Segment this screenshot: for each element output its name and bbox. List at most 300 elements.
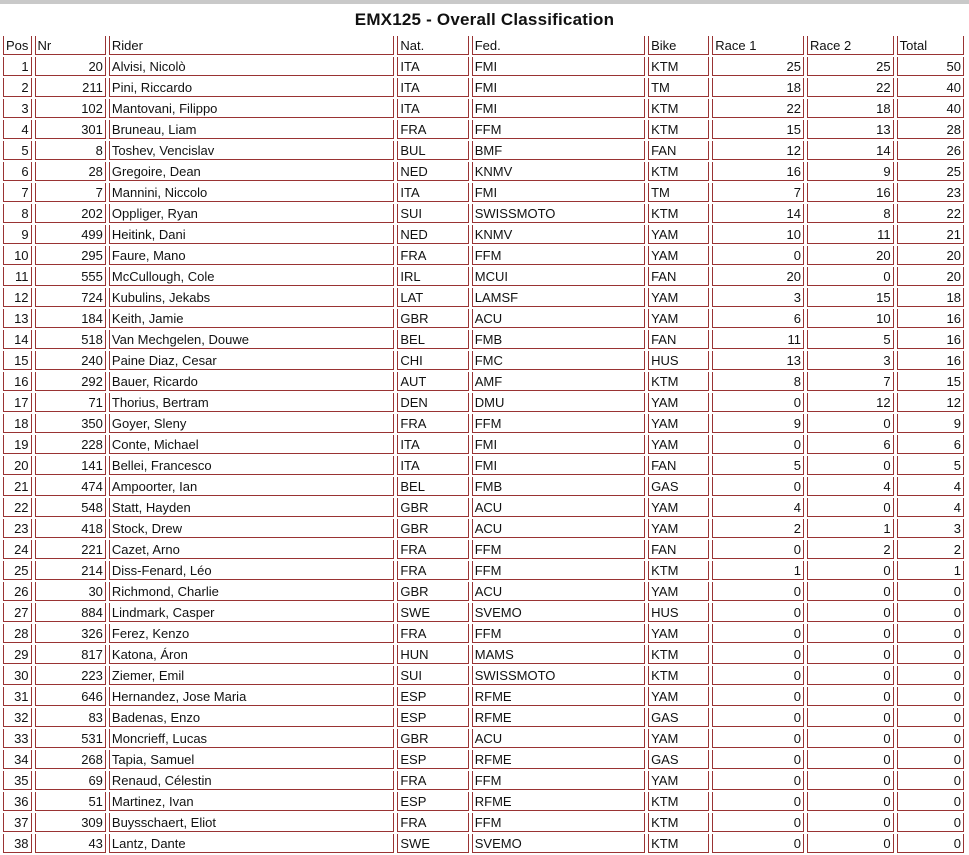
- cell-fed: FMC: [472, 351, 645, 370]
- cell-nr: 326: [35, 624, 106, 643]
- cell-bike: YAM: [648, 624, 709, 643]
- cell-rider: Ferez, Kenzo: [109, 624, 394, 643]
- cell-bike: GAS: [648, 708, 709, 727]
- cell-fed: FMB: [472, 477, 645, 496]
- cell-nr: 817: [35, 645, 106, 664]
- cell-race2: 9: [807, 162, 894, 181]
- cell-nr: 214: [35, 561, 106, 580]
- cell-race2: 0: [807, 456, 894, 475]
- cell-race2: 2: [807, 540, 894, 559]
- cell-fed: ACU: [472, 582, 645, 601]
- cell-total: 12: [897, 393, 964, 412]
- table-row: [3, 603, 964, 622]
- cell-race2: 8: [807, 204, 894, 223]
- cell-pos: 25: [3, 561, 32, 580]
- cell-fed: RFME: [472, 687, 645, 706]
- cell-fed: SWISSMOTO: [472, 666, 645, 685]
- cell-pos: 17: [3, 393, 32, 412]
- cell-bike: KTM: [648, 813, 709, 832]
- cell-race2: 0: [807, 624, 894, 643]
- results-body: [3, 57, 964, 853]
- table-row: [3, 666, 964, 685]
- cell-rider: Ziemer, Emil: [109, 666, 394, 685]
- cell-pos: 24: [3, 540, 32, 559]
- table-row: [3, 267, 964, 286]
- cell-nat: FRA: [397, 813, 468, 832]
- cell-race1: 0: [712, 624, 804, 643]
- cell-nat: FRA: [397, 561, 468, 580]
- cell-pos: 9: [3, 225, 32, 244]
- cell-rider: Gregoire, Dean: [109, 162, 394, 181]
- table-row: [3, 771, 964, 790]
- cell-fed: MCUI: [472, 267, 645, 286]
- cell-fed: SVEMO: [472, 834, 645, 853]
- cell-total: 1: [897, 561, 964, 580]
- cell-bike: YAM: [648, 519, 709, 538]
- cell-total: 0: [897, 603, 964, 622]
- cell-fed: KNMV: [472, 162, 645, 181]
- cell-pos: 3: [3, 99, 32, 118]
- cell-race1: 0: [712, 603, 804, 622]
- cell-pos: 28: [3, 624, 32, 643]
- cell-nr: 184: [35, 309, 106, 328]
- cell-rider: Mannini, Niccolo: [109, 183, 394, 202]
- cell-fed: MAMS: [472, 645, 645, 664]
- cell-bike: YAM: [648, 246, 709, 265]
- cell-pos: 13: [3, 309, 32, 328]
- cell-race1: 7: [712, 183, 804, 202]
- cell-nr: 202: [35, 204, 106, 223]
- cell-nat: ESP: [397, 708, 468, 727]
- cell-rider: Katona, Áron: [109, 645, 394, 664]
- cell-fed: RFME: [472, 792, 645, 811]
- cell-pos: 11: [3, 267, 32, 286]
- cell-pos: 34: [3, 750, 32, 769]
- cell-race1: 5: [712, 456, 804, 475]
- cell-rider: Lindmark, Casper: [109, 603, 394, 622]
- cell-nat: FRA: [397, 414, 468, 433]
- cell-race1: 9: [712, 414, 804, 433]
- cell-pos: 33: [3, 729, 32, 748]
- cell-nr: 83: [35, 708, 106, 727]
- table-row: [3, 834, 964, 853]
- cell-race2: 12: [807, 393, 894, 412]
- cell-nr: 102: [35, 99, 106, 118]
- cell-race2: 1: [807, 519, 894, 538]
- cell-bike: HUS: [648, 603, 709, 622]
- cell-fed: BMF: [472, 141, 645, 160]
- cell-race1: 0: [712, 750, 804, 769]
- cell-rider: Statt, Hayden: [109, 498, 394, 517]
- cell-nat: GBR: [397, 729, 468, 748]
- cell-bike: KTM: [648, 99, 709, 118]
- cell-race2: 20: [807, 246, 894, 265]
- table-row: [3, 687, 964, 706]
- cell-race2: 0: [807, 771, 894, 790]
- cell-total: 0: [897, 729, 964, 748]
- cell-nr: 724: [35, 288, 106, 307]
- cell-nat: ITA: [397, 57, 468, 76]
- cell-rider: Buysschaert, Eliot: [109, 813, 394, 832]
- cell-nat: FRA: [397, 246, 468, 265]
- cell-race1: 0: [712, 582, 804, 601]
- cell-race2: 0: [807, 687, 894, 706]
- cell-total: 40: [897, 78, 964, 97]
- cell-bike: YAM: [648, 414, 709, 433]
- cell-race2: 5: [807, 330, 894, 349]
- classification-table: [0, 34, 967, 855]
- cell-rider: Thorius, Bertram: [109, 393, 394, 412]
- cell-race1: 3: [712, 288, 804, 307]
- cell-rider: Goyer, Sleny: [109, 414, 394, 433]
- cell-race2: 4: [807, 477, 894, 496]
- cell-pos: 23: [3, 519, 32, 538]
- cell-bike: KTM: [648, 834, 709, 853]
- column-header-nat: Nat.: [397, 36, 468, 55]
- table-row: [3, 477, 964, 496]
- cell-nr: 221: [35, 540, 106, 559]
- cell-race2: 7: [807, 372, 894, 391]
- table-row: [3, 393, 964, 412]
- cell-nr: 223: [35, 666, 106, 685]
- cell-nat: SWE: [397, 834, 468, 853]
- cell-nat: AUT: [397, 372, 468, 391]
- cell-rider: Cazet, Arno: [109, 540, 394, 559]
- page-title: EMX125 - Overall Classification: [354, 10, 615, 29]
- cell-pos: 4: [3, 120, 32, 139]
- cell-rider: Stock, Drew: [109, 519, 394, 538]
- cell-bike: FAN: [648, 540, 709, 559]
- cell-pos: 31: [3, 687, 32, 706]
- cell-race2: 13: [807, 120, 894, 139]
- table-row: [3, 561, 964, 580]
- cell-pos: 18: [3, 414, 32, 433]
- cell-total: 28: [897, 120, 964, 139]
- cell-rider: Heitink, Dani: [109, 225, 394, 244]
- cell-rider: McCullough, Cole: [109, 267, 394, 286]
- cell-total: 16: [897, 309, 964, 328]
- cell-total: 0: [897, 771, 964, 790]
- cell-bike: GAS: [648, 477, 709, 496]
- table-row: [3, 351, 964, 370]
- cell-pos: 26: [3, 582, 32, 601]
- cell-race1: 0: [712, 708, 804, 727]
- cell-race1: 0: [712, 540, 804, 559]
- cell-nr: 43: [35, 834, 106, 853]
- cell-bike: KTM: [648, 792, 709, 811]
- cell-bike: FAN: [648, 267, 709, 286]
- table-row: [3, 582, 964, 601]
- table-row: [3, 309, 964, 328]
- cell-fed: FFM: [472, 414, 645, 433]
- cell-pos: 12: [3, 288, 32, 307]
- table-row: [3, 57, 964, 76]
- cell-race2: 3: [807, 351, 894, 370]
- cell-bike: FAN: [648, 141, 709, 160]
- cell-pos: 10: [3, 246, 32, 265]
- cell-fed: FFM: [472, 813, 645, 832]
- table-row: [3, 750, 964, 769]
- cell-rider: Conte, Michael: [109, 435, 394, 454]
- cell-nat: FRA: [397, 540, 468, 559]
- cell-fed: RFME: [472, 708, 645, 727]
- cell-bike: YAM: [648, 687, 709, 706]
- cell-nat: ESP: [397, 750, 468, 769]
- column-header-nr: Nr: [35, 36, 106, 55]
- cell-pos: 14: [3, 330, 32, 349]
- cell-rider: Diss-Fenard, Léo: [109, 561, 394, 580]
- cell-pos: 5: [3, 141, 32, 160]
- cell-nat: BEL: [397, 477, 468, 496]
- cell-total: 16: [897, 351, 964, 370]
- cell-bike: YAM: [648, 288, 709, 307]
- cell-nr: 531: [35, 729, 106, 748]
- cell-race2: 0: [807, 561, 894, 580]
- cell-nr: 51: [35, 792, 106, 811]
- cell-rider: Renaud, Célestin: [109, 771, 394, 790]
- cell-rider: Moncrieff, Lucas: [109, 729, 394, 748]
- cell-nr: 28: [35, 162, 106, 181]
- cell-total: 16: [897, 330, 964, 349]
- table-row: [3, 183, 964, 202]
- cell-pos: 32: [3, 708, 32, 727]
- table-row: [3, 246, 964, 265]
- cell-pos: 37: [3, 813, 32, 832]
- column-header-total: Total: [897, 36, 964, 55]
- cell-race1: 18: [712, 78, 804, 97]
- cell-bike: TM: [648, 78, 709, 97]
- cell-pos: 21: [3, 477, 32, 496]
- cell-race1: 0: [712, 792, 804, 811]
- cell-fed: FMI: [472, 78, 645, 97]
- cell-nr: 555: [35, 267, 106, 286]
- cell-nr: 309: [35, 813, 106, 832]
- table-row: [3, 288, 964, 307]
- cell-fed: ACU: [472, 729, 645, 748]
- cell-pos: 29: [3, 645, 32, 664]
- cell-race1: 15: [712, 120, 804, 139]
- cell-rider: Toshev, Vencislav: [109, 141, 394, 160]
- cell-race1: 0: [712, 246, 804, 265]
- cell-total: 0: [897, 624, 964, 643]
- table-row: [3, 162, 964, 181]
- cell-nat: HUN: [397, 645, 468, 664]
- cell-race2: 22: [807, 78, 894, 97]
- cell-nr: 292: [35, 372, 106, 391]
- cell-rider: Martinez, Ivan: [109, 792, 394, 811]
- cell-bike: FAN: [648, 456, 709, 475]
- cell-nat: LAT: [397, 288, 468, 307]
- table-row: [3, 141, 964, 160]
- cell-bike: KTM: [648, 666, 709, 685]
- cell-nat: SWE: [397, 603, 468, 622]
- cell-fed: FMI: [472, 456, 645, 475]
- cell-pos: 2: [3, 78, 32, 97]
- table-row: [3, 708, 964, 727]
- cell-nat: BEL: [397, 330, 468, 349]
- cell-total: 50: [897, 57, 964, 76]
- cell-fed: RFME: [472, 750, 645, 769]
- cell-race2: 0: [807, 498, 894, 517]
- cell-total: 3: [897, 519, 964, 538]
- cell-nat: NED: [397, 162, 468, 181]
- cell-bike: KTM: [648, 57, 709, 76]
- cell-bike: YAM: [648, 309, 709, 328]
- cell-total: 15: [897, 372, 964, 391]
- cell-pos: 38: [3, 834, 32, 853]
- cell-fed: FMI: [472, 183, 645, 202]
- cell-nr: 8: [35, 141, 106, 160]
- table-row: [3, 624, 964, 643]
- cell-fed: AMF: [472, 372, 645, 391]
- cell-total: 25: [897, 162, 964, 181]
- cell-bike: YAM: [648, 435, 709, 454]
- cell-rider: Bauer, Ricardo: [109, 372, 394, 391]
- column-header-race2: Race 2: [807, 36, 894, 55]
- cell-bike: YAM: [648, 225, 709, 244]
- cell-fed: DMU: [472, 393, 645, 412]
- cell-race1: 14: [712, 204, 804, 223]
- cell-race2: 0: [807, 645, 894, 664]
- cell-nat: GBR: [397, 309, 468, 328]
- cell-bike: GAS: [648, 750, 709, 769]
- cell-bike: KTM: [648, 645, 709, 664]
- cell-total: 6: [897, 435, 964, 454]
- cell-race1: 0: [712, 687, 804, 706]
- cell-race2: 0: [807, 750, 894, 769]
- cell-nr: 418: [35, 519, 106, 538]
- cell-race1: 0: [712, 729, 804, 748]
- column-header-fed: Fed.: [472, 36, 645, 55]
- cell-bike: KTM: [648, 120, 709, 139]
- cell-bike: KTM: [648, 372, 709, 391]
- cell-race1: 22: [712, 99, 804, 118]
- cell-total: 20: [897, 246, 964, 265]
- cell-pos: 36: [3, 792, 32, 811]
- cell-pos: 35: [3, 771, 32, 790]
- cell-race1: 11: [712, 330, 804, 349]
- cell-race2: 0: [807, 813, 894, 832]
- cell-race2: 10: [807, 309, 894, 328]
- cell-race2: 18: [807, 99, 894, 118]
- cell-pos: 1: [3, 57, 32, 76]
- cell-total: 0: [897, 813, 964, 832]
- cell-race2: 0: [807, 834, 894, 853]
- cell-rider: Hernandez, Jose Maria: [109, 687, 394, 706]
- cell-nat: IRL: [397, 267, 468, 286]
- cell-nr: 499: [35, 225, 106, 244]
- cell-nat: FRA: [397, 624, 468, 643]
- table-row: [3, 414, 964, 433]
- cell-pos: 6: [3, 162, 32, 181]
- cell-total: 0: [897, 582, 964, 601]
- cell-nr: 301: [35, 120, 106, 139]
- cell-race1: 13: [712, 351, 804, 370]
- cell-total: 22: [897, 204, 964, 223]
- cell-nat: GBR: [397, 519, 468, 538]
- cell-race2: 25: [807, 57, 894, 76]
- cell-total: 0: [897, 687, 964, 706]
- cell-nat: ITA: [397, 99, 468, 118]
- cell-race2: 0: [807, 267, 894, 286]
- cell-fed: FMI: [472, 99, 645, 118]
- cell-fed: SVEMO: [472, 603, 645, 622]
- cell-nat: DEN: [397, 393, 468, 412]
- cell-race2: 0: [807, 792, 894, 811]
- cell-race1: 0: [712, 666, 804, 685]
- cell-fed: LAMSF: [472, 288, 645, 307]
- table-row: [3, 372, 964, 391]
- cell-race1: 2: [712, 519, 804, 538]
- cell-rider: Lantz, Dante: [109, 834, 394, 853]
- table-row: [3, 456, 964, 475]
- cell-total: 4: [897, 477, 964, 496]
- column-header-pos: Pos: [3, 36, 32, 55]
- cell-pos: 15: [3, 351, 32, 370]
- cell-total: 4: [897, 498, 964, 517]
- cell-race1: 12: [712, 141, 804, 160]
- cell-race1: 16: [712, 162, 804, 181]
- cell-bike: YAM: [648, 498, 709, 517]
- cell-total: 20: [897, 267, 964, 286]
- cell-race1: 1: [712, 561, 804, 580]
- cell-race2: 11: [807, 225, 894, 244]
- cell-nat: FRA: [397, 120, 468, 139]
- cell-nr: 518: [35, 330, 106, 349]
- cell-nr: 240: [35, 351, 106, 370]
- table-row: [3, 99, 964, 118]
- cell-nat: SUI: [397, 204, 468, 223]
- cell-nr: 7: [35, 183, 106, 202]
- cell-bike: KTM: [648, 204, 709, 223]
- cell-rider: Mantovani, Filippo: [109, 99, 394, 118]
- cell-race1: 0: [712, 393, 804, 412]
- window-top-edge: [0, 0, 969, 4]
- cell-nr: 350: [35, 414, 106, 433]
- cell-nat: NED: [397, 225, 468, 244]
- cell-fed: FFM: [472, 561, 645, 580]
- cell-bike: KTM: [648, 561, 709, 580]
- cell-rider: Bruneau, Liam: [109, 120, 394, 139]
- cell-pos: 30: [3, 666, 32, 685]
- column-header-rider: Rider: [109, 36, 394, 55]
- cell-total: 0: [897, 834, 964, 853]
- cell-race1: 8: [712, 372, 804, 391]
- table-row: [3, 225, 964, 244]
- cell-rider: Oppliger, Ryan: [109, 204, 394, 223]
- cell-fed: FMI: [472, 435, 645, 454]
- cell-race1: 6: [712, 309, 804, 328]
- cell-rider: Kubulins, Jekabs: [109, 288, 394, 307]
- cell-total: 0: [897, 750, 964, 769]
- cell-pos: 20: [3, 456, 32, 475]
- table-row: [3, 792, 964, 811]
- cell-total: 21: [897, 225, 964, 244]
- cell-fed: FFM: [472, 624, 645, 643]
- cell-total: 26: [897, 141, 964, 160]
- cell-nr: 295: [35, 246, 106, 265]
- cell-race1: 0: [712, 477, 804, 496]
- cell-nat: ITA: [397, 78, 468, 97]
- cell-rider: Van Mechgelen, Douwe: [109, 330, 394, 349]
- cell-race2: 0: [807, 582, 894, 601]
- cell-race2: 0: [807, 603, 894, 622]
- cell-bike: HUS: [648, 351, 709, 370]
- cell-nat: ITA: [397, 435, 468, 454]
- column-header-bike: Bike: [648, 36, 709, 55]
- cell-pos: 22: [3, 498, 32, 517]
- cell-bike: YAM: [648, 582, 709, 601]
